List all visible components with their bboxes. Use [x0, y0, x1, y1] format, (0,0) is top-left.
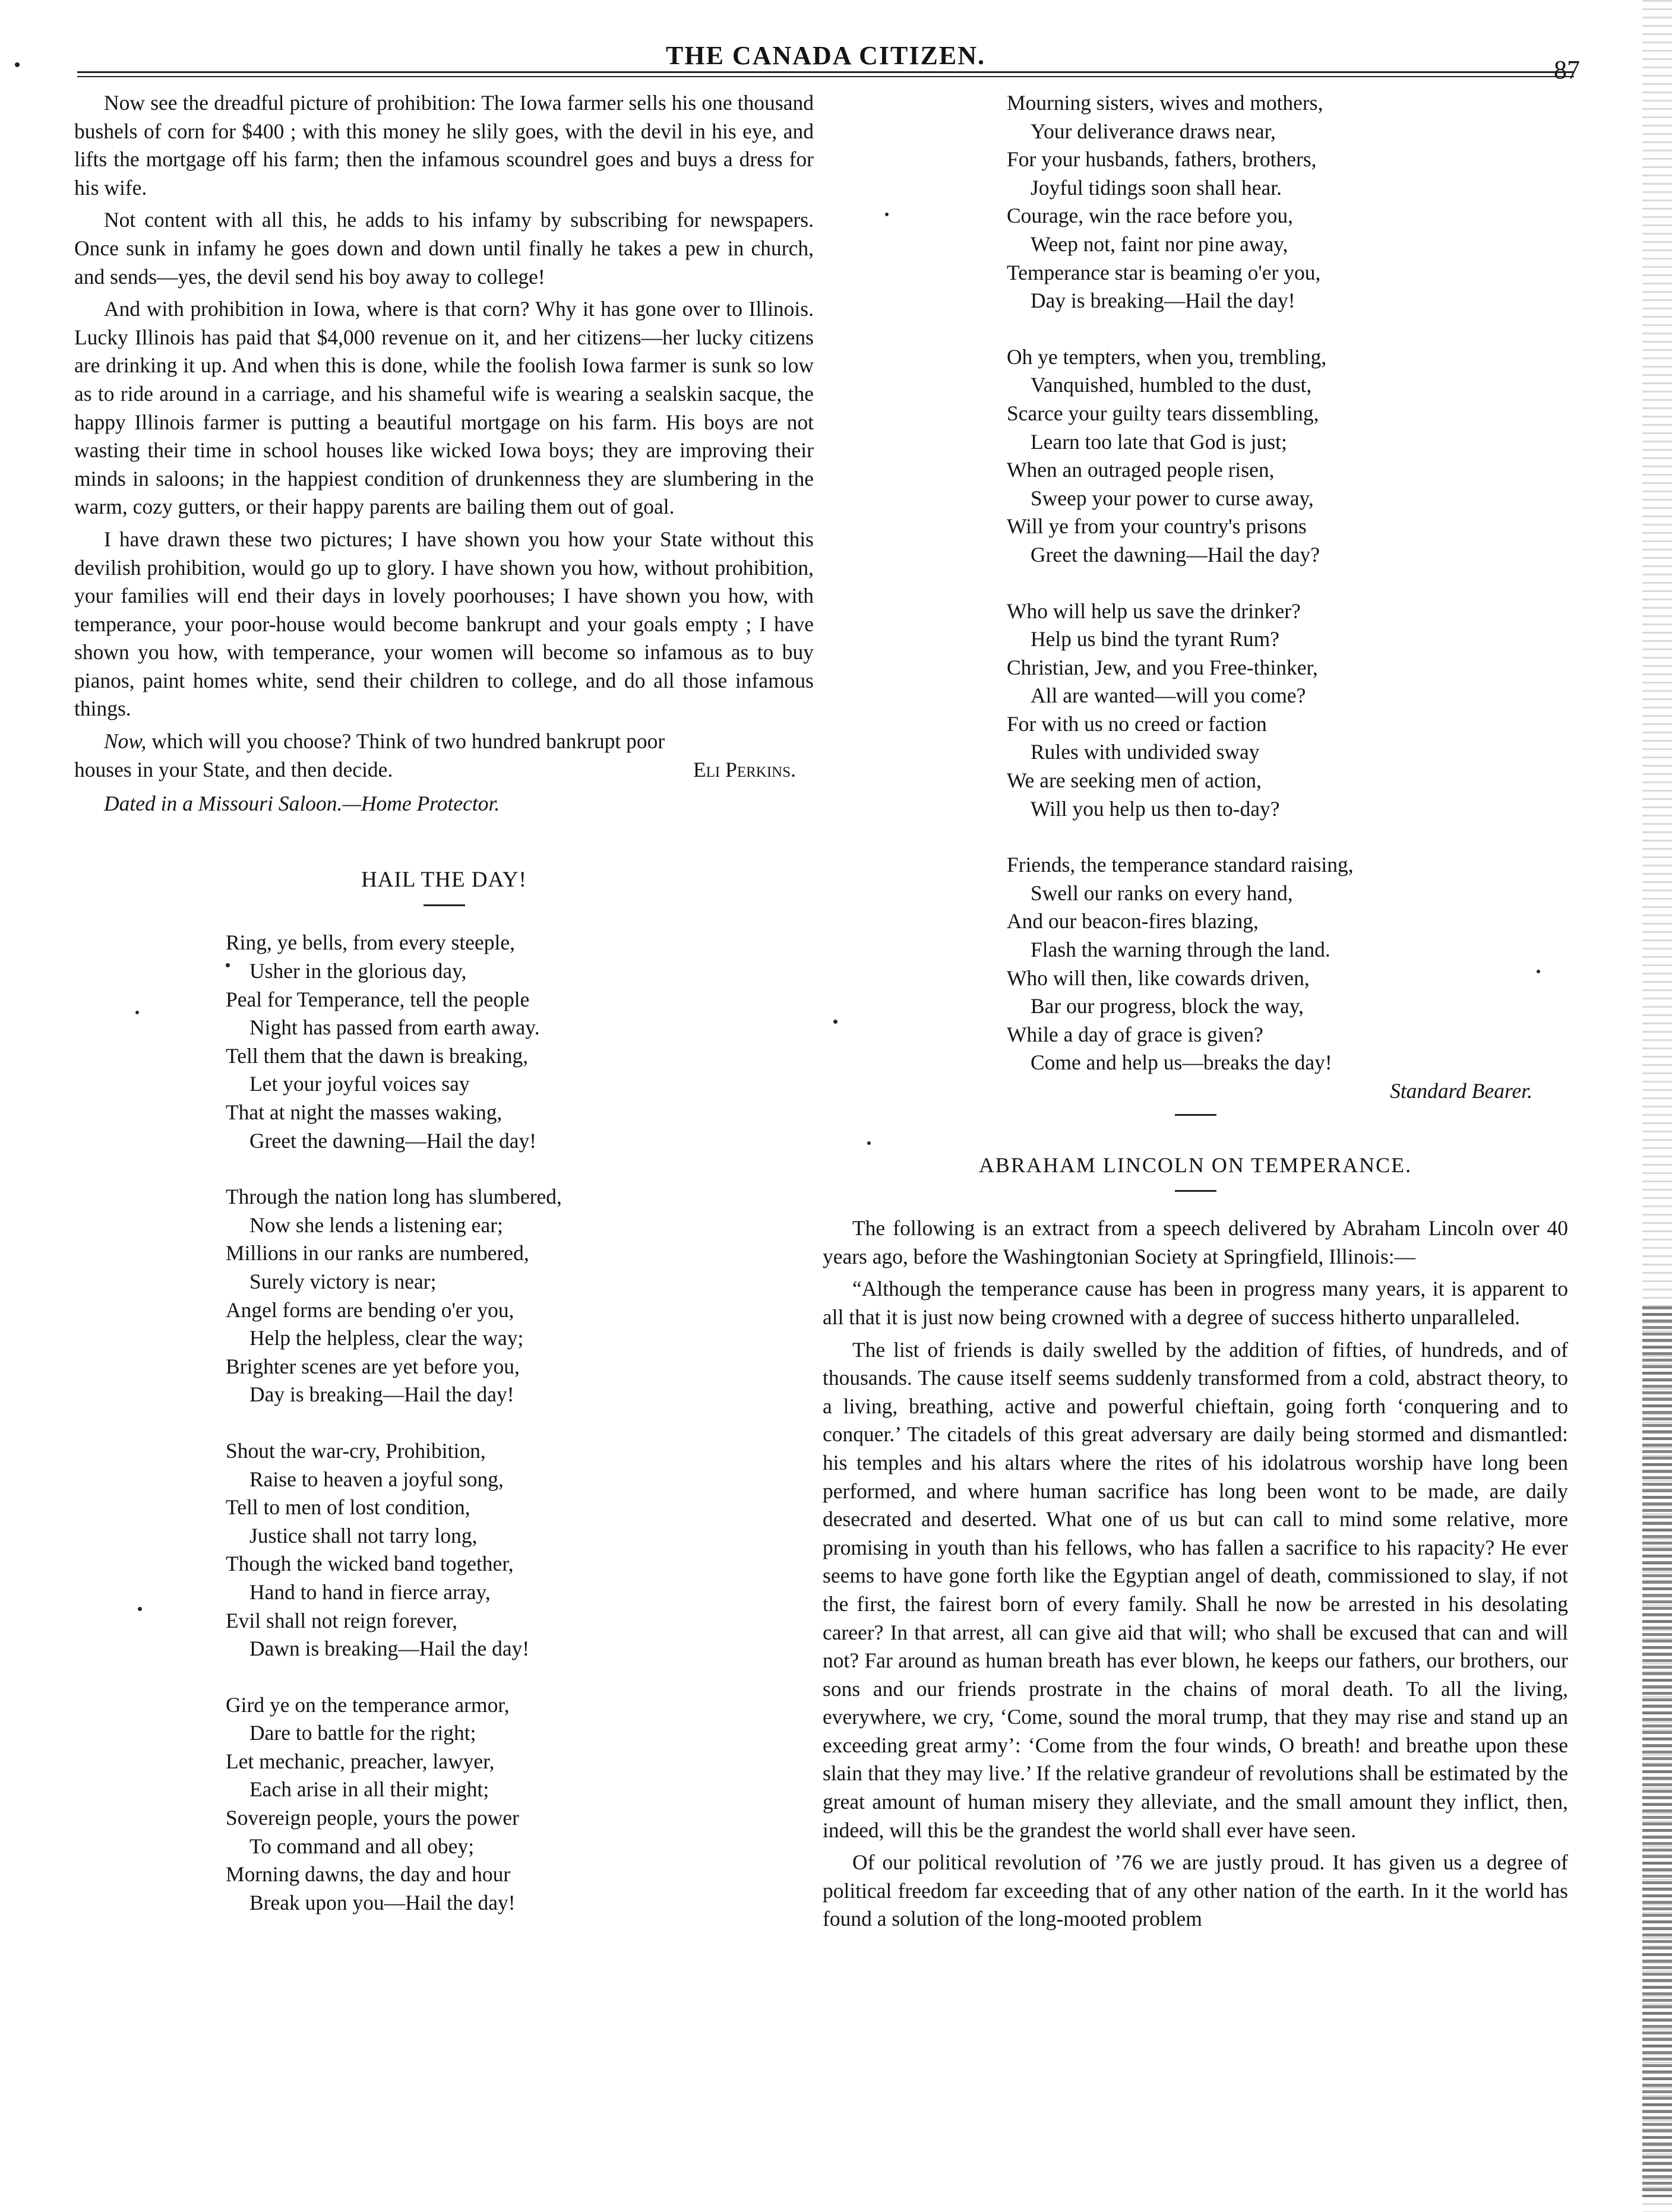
article-paragraph: I have drawn these two pictures; I have shown you how your State without this devilish prohibition, would go up to glory. I have shown you how, without prohibition, your families will end their days in lovely poorhouses; I have shown you how, with temperance, your poor-house would become bankrupt and your goals empty ; I have shown you how, with temperance, your women will become so infamous as to buy pianos, paint homes white, send their children to college, and do all those infamous things. [74, 527, 814, 721]
scan-speck [135, 1011, 139, 1014]
article-source: Dated in a Missouri Saloon.—Home Protector. [104, 792, 500, 816]
poem-stanza [226, 1691, 814, 1917]
newspaper-title: THE CANADA CITIZEN. [666, 41, 985, 70]
poem-line: Sweep your power to curse away, [1031, 486, 1314, 510]
poem-line: Raise to heaven a joyful song, [249, 1467, 504, 1491]
poem-line: While a day of grace is given? [1007, 1022, 1263, 1046]
closing-line-1: which will you choose? Think of two hundred bankrupt poor [146, 729, 665, 754]
closing-word: Now, [104, 729, 147, 754]
poem-line: Who will then, like cowards driven, [1007, 966, 1310, 990]
poem-line: Millions in our ranks are numbered, [226, 1241, 529, 1265]
poem-line: Weep not, faint nor pine away, [1031, 232, 1288, 256]
poem-line: Sovereign people, yours the power [226, 1806, 519, 1830]
poem-line: Christian, Jew, and you Free-thinker, [1007, 655, 1318, 679]
poem-line: Vanquished, humbled to the dust, [1031, 373, 1312, 397]
poem-line: Greet the dawning—Hail the day? [1031, 542, 1320, 567]
closing-line-2: houses in your State, and then decide. [74, 757, 393, 781]
title-rule [423, 904, 465, 906]
header-rule-thin [77, 76, 1574, 77]
poem-line: Temperance star is beaming o'er you, [1007, 260, 1321, 284]
poem-line: Mourning sisters, wives and mothers, [1007, 91, 1323, 115]
poem-line: Though the wicked band together, [226, 1552, 514, 1576]
poem-stanza [226, 929, 814, 1155]
poem-line: Through the nation long has slumbered, [226, 1185, 562, 1209]
poem-line: Dare to battle for the right; [249, 1721, 476, 1745]
poem-line: Let mechanic, preacher, lawyer, [226, 1749, 495, 1773]
poem-line: Come and help us—breaks the day! [1031, 1050, 1332, 1075]
article-paragraph: Not content with all this, he adds to his infamy by subscribing for newspapers. Once sunk in infamy he goes down and down until finally he takes a pew in church, and sends—yes, the devil send his boy away to college! [74, 208, 814, 289]
poem-line: When an outraged people risen, [1007, 458, 1275, 482]
right-column [823, 89, 1568, 1938]
poem-line: Tell to men of lost condition, [226, 1495, 470, 1520]
poem-line: Let your joyful voices say [249, 1072, 470, 1096]
poem-hail-the-day [226, 929, 814, 1917]
poem-line: Friends, the temperance standard raising, [1007, 853, 1354, 877]
poem-line: Will ye from your country's prisons [1007, 514, 1307, 539]
poem-stanza [1007, 89, 1568, 315]
poem-stanza [1007, 597, 1568, 824]
poem-line: Learn too late that God is just; [1031, 429, 1287, 454]
poem-title: HAIL THE DAY! [361, 867, 527, 892]
poem-line: Dawn is breaking—Hail the day! [249, 1637, 530, 1661]
title-rule [1175, 1190, 1216, 1192]
poem-line: Gird ye on the temperance armor, [226, 1692, 510, 1717]
scan-speck [885, 213, 889, 216]
poem-line: Swell our ranks on every hand, [1031, 881, 1293, 905]
poem-line: Evil shall not reign forever, [226, 1608, 457, 1632]
poem-line: Brighter scenes are yet before you, [226, 1354, 520, 1378]
article-paragraph: The following is an extract from a speech delivered by Abraham Lincoln over 40 years ago, before the Washingtonian Society at Springfield, Illinois:— [823, 1216, 1568, 1268]
poem-line: Usher in the glorious day, [249, 959, 467, 983]
scan-speck [867, 1141, 871, 1145]
article-title: ABRAHAM LINCOLN ON TEMPERANCE. [978, 1153, 1412, 1177]
poem-line: Help the helpless, clear the way; [249, 1326, 524, 1350]
poem-line: Peal for Temperance, tell the people [226, 987, 530, 1011]
scan-edge-artifact [1642, 1306, 1672, 2197]
poem-line: Hand to hand in fierce array, [249, 1580, 491, 1604]
poem-line: Justice shall not tarry long, [249, 1523, 478, 1548]
scan-speck [833, 1020, 837, 1024]
author-signature: Eli Perkins. [693, 757, 796, 781]
masthead [77, 37, 1580, 84]
poem-line: Who will help us save the drinker? [1007, 599, 1301, 623]
poem-line: Your deliverance draws near, [1031, 119, 1276, 143]
poem-line: Will you help us then to-day? [1031, 796, 1280, 821]
poem-line: Courage, win the race before you, [1007, 204, 1294, 228]
poem-stanza [1007, 851, 1568, 1077]
poem-line: For your husbands, fathers, brothers, [1007, 147, 1317, 172]
article-paragraph: Of our political revolution of ’76 we are justly proud. It has given us a degree of political freedom far exceeding that of any other nation of the earth. In it the world has found a solution of the long-mooted problem [823, 1850, 1568, 1931]
poem-line: Rules with undivided sway [1031, 740, 1260, 764]
scan-speck [15, 62, 20, 67]
poem-line: Tell them that the dawn is breaking, [226, 1043, 529, 1068]
poem-line: Oh ye tempters, when you, trembling, [1007, 344, 1327, 369]
poem-credit: Standard Bearer. [1390, 1079, 1532, 1103]
closing-paragraph [74, 727, 814, 756]
poem-line: And our beacon-fires blazing, [1007, 909, 1259, 933]
scan-speck [1537, 970, 1540, 973]
section-rule [1175, 1114, 1216, 1116]
header-rule [77, 71, 1574, 73]
article-paragraph: The list of friends is daily swelled by the addition of fifties, of hundreds, and of thousands. The cause itself seems suddenly transformed from a cold, abstract theory, to a living, breathing, active and powerful chieftain, going forth ‘conquering and to conquer.’ The citadels of this great adversary are daily being stormed and dismantled: his temples and his altars where the rites of his idolatrous worship have long been performed, and where human sacrifice has long been wont to be made, are daily desecrated and deserted. What one of us but can call to mind some relative, more promising in youth than his fellows, who has fallen a sacrifice to his rapacity? He ever seems to have gone forth like the Egyptian angel of death, commissioned to slay, if not the first, the fairest born of every family. Shall he now be arrested in his desolating career? In that arrest, all can give aid that will; who shall be excused that can and will not? Far around as human breath has ever blown, he keeps our fathers, our brothers, our sons and our friends prostrate in the chains of moral death. To all the living, everywhere, we cry, ‘Come, sound the moral trump, that they may rise and stand up an exceeding great army’: ‘Come from the four winds, O breath! and breathe upon these slain that they may live.’ If the relative grandeur of revolutions shall be estimated by the great amount of human misery they alleviate, and the small amount they inflict, then, indeed, will this be the grandest the world shall ever have seen. [823, 1337, 1568, 1842]
poem-line: Angel forms are bending o'er you, [226, 1298, 514, 1322]
signature-line [74, 756, 814, 784]
poem-line: Flash the warning through the land. [1031, 938, 1330, 962]
poem-line: Break upon you—Hail the day! [249, 1890, 516, 1914]
poem-stanza [1007, 343, 1568, 569]
poem-line: Each arise in all their might; [249, 1777, 489, 1802]
poem-line: All are wanted—will you come? [1031, 683, 1306, 708]
page-number: 87 [1554, 55, 1580, 84]
article-paragraph: “Although the temperance cause has been in progress many years, it is apparent to all that it is just now being crowned with a degree of success hitherto unparalleled. [823, 1277, 1568, 1329]
poem-line: To command and all obey; [249, 1834, 475, 1858]
article-paragraph: And with prohibition in Iowa, where is that corn? Why it has gone over to Illinois. Lucky Illinois has paid that $4,000 revenue on it, and her citizens—her lucky citizens are drinking it up. And when this is done, while the foolish Iowa farmer is sunk so low as to ride around in a carriage, and his shameful wife is wearing a sealskin sacque, the happy Illinois farmer is putting a beautiful mortgage on his farm. His boys are not wasting their time in school houses like wicked Iowa boys; they are improving their minds in saloons; in the happiest condition of drunkenness they are slumbering in the warm, cozy gutters, or their happy parents are bailing them out of goal. [74, 297, 814, 519]
poem-line: Day is breaking—Hail the day! [1031, 289, 1295, 313]
lincoln-article [823, 1214, 1568, 1933]
left-column [74, 89, 814, 1945]
article-paragraph: Now see the dreadful picture of prohibition: The Iowa farmer sells his one thousand bushels of corn for $400 ; with this money he slily goes, with the devil in his eye, and lifts the mortgage off his farm; then the infamous scoundrel goes and buys a dress for his wife. [74, 91, 814, 200]
poem-line: Ring, ye bells, from every steeple, [226, 931, 515, 955]
poem-line: Morning dawns, the day and hour [226, 1862, 511, 1887]
scan-speck [138, 1607, 142, 1611]
poem-line: That at night the masses waking, [226, 1100, 502, 1124]
poem-line: Surely victory is near; [249, 1269, 437, 1293]
poem-line: Bar our progress, block the way, [1031, 994, 1304, 1018]
poem-stanza [226, 1183, 814, 1409]
poem-stanza [226, 1437, 814, 1663]
poem-line: Night has passed from earth away. [249, 1015, 540, 1040]
poem-line: For with us no creed or faction [1007, 711, 1267, 736]
perkins-article [74, 89, 814, 818]
poem-line: Day is breaking—Hail the day! [249, 1382, 514, 1407]
poem-line: We are seeking men of action, [1007, 768, 1262, 793]
poem-continued [1007, 89, 1568, 1077]
poem-line: Greet the dawning—Hail the day! [249, 1128, 537, 1153]
poem-line: Scarce your guilty tears dissembling, [1007, 401, 1319, 425]
poem-line: Help us bind the tyrant Rum? [1031, 627, 1280, 651]
poem-line: Shout the war-cry, Prohibition, [226, 1438, 486, 1463]
poem-line: Joyful tidings soon shall hear. [1031, 175, 1282, 200]
poem-line: Now she lends a listening ear; [249, 1213, 503, 1237]
scan-speck [226, 963, 230, 967]
